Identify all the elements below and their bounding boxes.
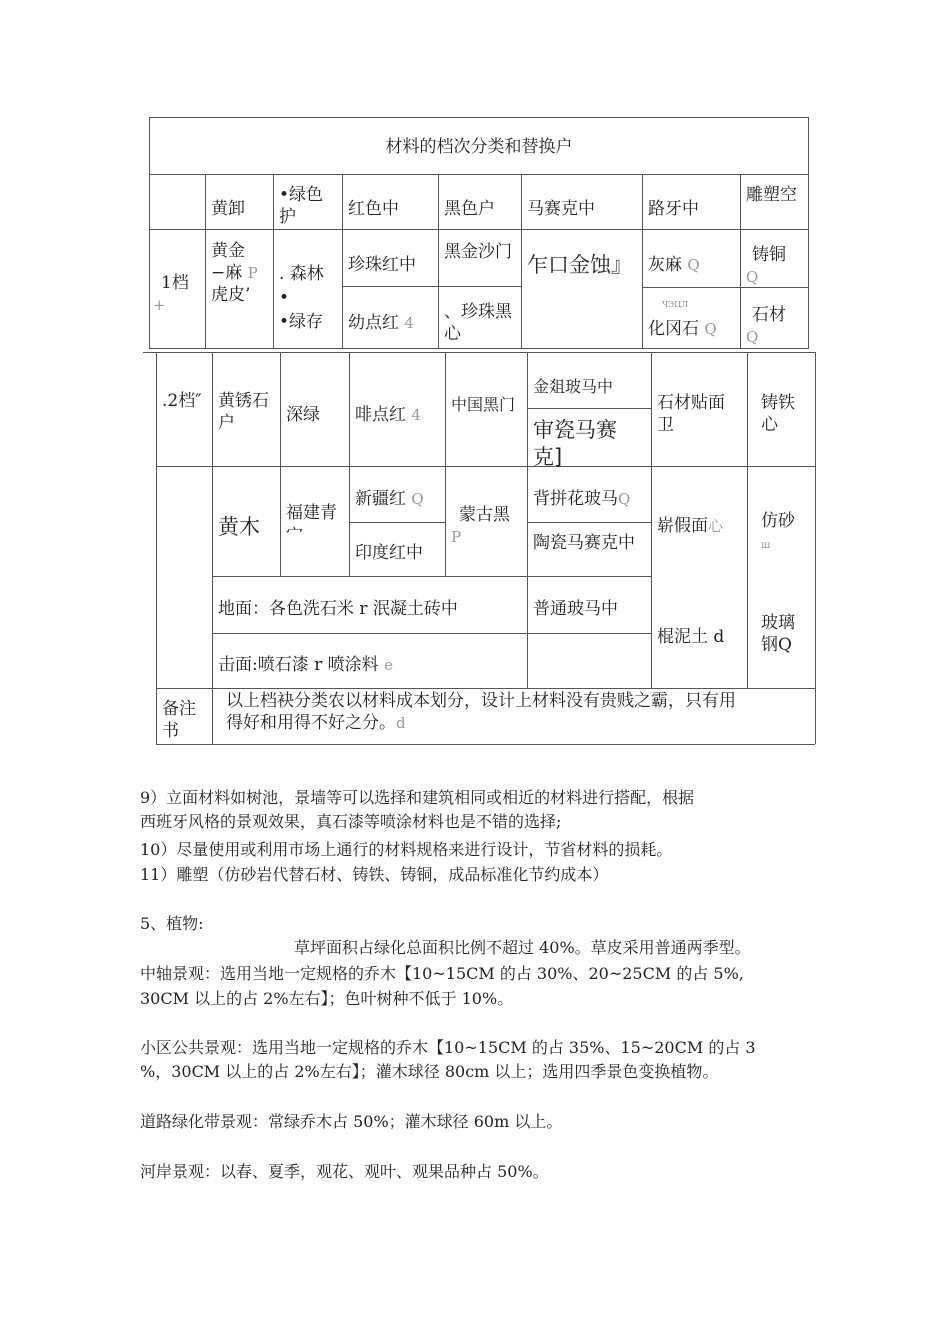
tier1-black-2: 、珍珠黑心 [444,302,512,344]
axis-landscape-line2: 30CM 以上的占 2%左右】；色叶树种不低于 10%。 [140,989,514,1008]
tier2-curb-1: 石材贴面卫 [657,393,725,435]
header-mosaic: 马赛克中 [527,199,595,219]
tier1-green-cell: . 森林 • •绿存 [279,264,324,332]
paragraph-10: 10）尽量使用或利用市场上通行的材料规格来进行设计，节省材料的损耗。 [140,840,673,859]
tier2-mosaic-5: 普通玻马中 [533,599,618,619]
paragraph-9-line1: 9）立面材料如树池，景墙等可以选择和建筑相同或相近的材料进行搭配，根据 [140,788,695,807]
tier2-green-1: 深绿 [286,405,320,425]
tier2-black-2: 蒙古黑 P [451,505,510,546]
header-curb: 路牙中 [648,199,699,219]
note-text: 以上档袂分类农以材料成本划分，设计上材料没有贵贱之霸，只有用 得好和用得不好之分。d [226,691,736,733]
tier2-green-2: 福建青宀 [286,503,337,545]
tier1-curb-2: 化冈石 Q [648,319,717,339]
tier2-label: .2档″ [162,391,202,411]
tier2-mosaic-3: 背拼花玻马Q [533,489,631,509]
tier1-sculpt-1: 铸铜 Q [746,245,786,286]
tier1-red-1: 珍珠红中 [348,255,416,275]
tier1-black-1: 黑金沙门 [444,242,512,262]
tier2-mosaic-4: 陶瓷马赛克中 [533,533,635,553]
note-label: 备注书 [162,699,196,741]
tier1-label: 1档 + [153,273,189,314]
tier2-sculpt-1: 铸铁心 [761,393,795,435]
riverbank-landscape: 河岸景观：以春、夏季，观花、观叶、观果品种占 50%。 [140,1162,549,1181]
paragraph-11: 11）雕塑（仿砂岩代替石材、铸铁、铸铜，成品标准化节约成本） [140,865,609,884]
tier1-red-2: 幼点红 4 [348,313,414,333]
tier2-sculpt-3: 玻璃钢Q [761,613,795,655]
tier2-red-1: 啡点红 4 [355,405,421,425]
tier2-mosaic-1: 金爼玻马中 [533,377,614,396]
header-green: •绿色护 [279,185,324,227]
tier2-huang-1: 黄锈石户 [218,391,269,433]
axis-landscape-line1: 中轴景观：选用当地一定规格的乔木【10~15CM 的占 30%、20~25CM 的占 5%, [140,964,744,983]
tier2-huang-2: 黄木 [218,515,260,539]
tier1-mosaic: 乍口金蚀』 [527,253,632,277]
public-landscape-line2: %，30CM 以上的占 2%左右】；灌木球径 80cm 以上；选用四季景色变换植物。 [140,1062,719,1081]
tier2-mosaic-2: 审瓷马赛克] [533,418,617,469]
tier2-sculpt-2: 仿砂 ш [761,511,795,551]
tier2-curb-2: 崭假面心 [657,516,724,536]
tier1-mark: + [153,296,166,314]
table-title: 材料的档次分类和替换户 [385,137,573,157]
tier2-red-3: 印度红中 [355,543,423,563]
tier2-ground: 地面：各色洗石米 r 泯凝土砖中 [218,599,458,619]
tier2-wall: 击面:喷石漆 r 喷涂料 e [218,655,393,675]
tier1-curb-1: 灰麻 Q [648,255,700,275]
lawn-text: 草坪面积占绿化总面积比例不超过 40%。草皮采用普通两季型。 [294,938,751,957]
tier1-sculpt-2: 石材 Q [746,305,786,346]
section-5-heading: 5、植物: [140,914,204,933]
header-red: 红色中 [348,199,399,219]
header-huang: 黄卸 [211,199,245,219]
tier1-curb-small-mark: ЧЭЦЛ [662,300,688,309]
tier2-black-1: 中国黑门 [451,395,516,414]
tier2-red-2: 新疆红 Q [355,489,424,509]
header-sculpture: 雕塑空 [746,185,797,205]
header-black: 黑色户 [444,199,495,219]
tier1-huang-cell: 黄金−麻 P 虎皮’ [211,241,258,305]
tier2-curb-3: 棍泥土 d [657,627,725,647]
public-landscape-line1: 小区公共景观：选用当地一定规格的乔木【10~15CM 的占 35%、15~20CM 的占 3 [140,1038,756,1057]
paragraph-9-line2: 西班牙风格的景观效果，真石漆等喷涂材料也是不错的选择; [140,812,562,831]
road-greenbelt: 道路绿化带景观：常绿乔木占 50%；灌木球径 60m 以上。 [140,1112,563,1131]
